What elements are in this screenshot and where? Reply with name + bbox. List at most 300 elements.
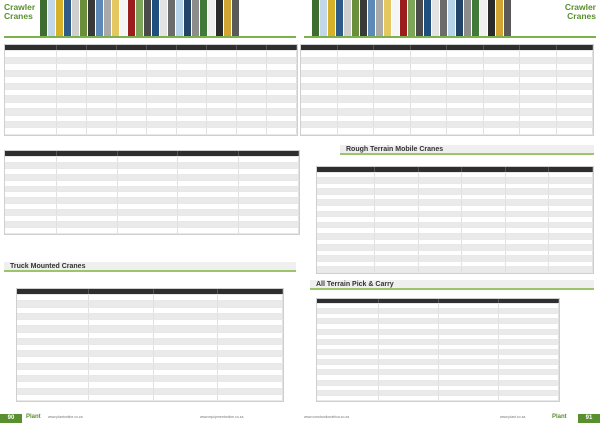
table-cell [520, 71, 557, 76]
index-tab[interactable] [56, 0, 63, 38]
table-cell [117, 96, 147, 101]
index-tab[interactable] [312, 0, 319, 38]
spec-table [316, 298, 560, 402]
table-cell [267, 64, 297, 69]
table-cell [374, 51, 411, 56]
table-cell [419, 245, 463, 250]
index-tab[interactable] [224, 0, 231, 38]
table-cell [267, 84, 297, 89]
title-line-2: Cranes [4, 11, 33, 21]
table-cell [17, 339, 89, 344]
table-cell [239, 222, 300, 227]
table-cell [557, 122, 594, 127]
table-cell [447, 45, 484, 50]
table-cell [447, 71, 484, 76]
table-cell [549, 240, 593, 245]
table-cell [301, 64, 338, 69]
index-tab[interactable] [352, 0, 359, 38]
table-cell [411, 116, 448, 121]
table-cell [218, 326, 283, 331]
table-cell [499, 360, 559, 364]
table-cell [178, 151, 239, 156]
table-cell [301, 116, 338, 121]
table-cell [118, 157, 179, 162]
table-cell [154, 382, 219, 387]
table-cell [411, 84, 448, 89]
table-cell [207, 64, 237, 69]
index-tab[interactable] [456, 0, 463, 38]
table-cell [439, 381, 499, 385]
table-cell [462, 240, 506, 245]
table-cell [379, 386, 439, 390]
table-cell [375, 245, 419, 250]
table-cell [520, 64, 557, 69]
index-tab[interactable] [144, 0, 151, 38]
table-cell [499, 309, 559, 313]
table-cell [89, 314, 154, 319]
table-cell [239, 151, 300, 156]
index-tab[interactable] [344, 0, 351, 38]
table-cell [317, 396, 379, 400]
table-cell [17, 320, 89, 325]
table-cell [239, 157, 300, 162]
table-cell [374, 84, 411, 89]
table-cell [317, 350, 379, 354]
table-cell [118, 216, 179, 221]
table-cell [301, 90, 338, 95]
table-cell [177, 84, 207, 89]
table-cell [239, 163, 300, 168]
table-cell [87, 51, 117, 56]
table-cell [419, 262, 463, 267]
table-cell [89, 382, 154, 387]
footer-url[interactable]: www.plant.co.za [500, 415, 526, 419]
table-cell [317, 314, 379, 318]
table-cell [89, 395, 154, 400]
index-tab[interactable] [192, 0, 199, 38]
table-cell [218, 308, 283, 313]
table-cell [87, 122, 117, 127]
table-cell [379, 304, 439, 308]
table-cell [520, 128, 557, 133]
table-cell [5, 163, 57, 168]
table-cell [207, 96, 237, 101]
table-cell [117, 90, 147, 95]
table-cell [549, 195, 593, 200]
table-cell [118, 204, 179, 209]
footer-url[interactable]: www.equipmentonline.co.za [200, 415, 244, 419]
table-cell [375, 167, 419, 172]
index-tab[interactable] [200, 0, 207, 38]
index-tab[interactable] [176, 0, 183, 38]
table-cell [549, 251, 593, 256]
index-tab[interactable] [496, 0, 503, 38]
table-cell [374, 71, 411, 76]
table-cell [178, 175, 239, 180]
table-cell [499, 330, 559, 334]
table-cell [317, 256, 375, 261]
brand-logo: Plant [26, 414, 41, 420]
index-tab[interactable] [104, 0, 111, 38]
color-index-tabs [312, 0, 512, 38]
table-cell [178, 204, 239, 209]
table-cell [317, 304, 379, 308]
footer-url[interactable]: www.constructionafrica.co.za [304, 415, 350, 419]
table-cell [462, 251, 506, 256]
table-cell [499, 335, 559, 339]
table-cell [439, 365, 499, 369]
table-cell [499, 355, 559, 359]
table-cell [484, 77, 521, 82]
index-tab[interactable] [152, 0, 159, 38]
table-cell [117, 122, 147, 127]
table-cell [411, 103, 448, 108]
index-tab[interactable] [72, 0, 79, 38]
table-cell [87, 90, 117, 95]
table-cell [5, 51, 57, 56]
table-cell [118, 222, 179, 227]
table-cell [87, 96, 117, 101]
table-cell [549, 217, 593, 222]
table-cell [317, 299, 379, 303]
table-cell [419, 167, 463, 172]
index-tab[interactable] [88, 0, 95, 38]
table-cell [301, 103, 338, 108]
index-tab[interactable] [336, 0, 343, 38]
index-tab[interactable] [432, 0, 439, 38]
table-cell [549, 189, 593, 194]
index-tab[interactable] [128, 0, 135, 38]
table-cell [207, 77, 237, 82]
table-cell [239, 198, 300, 203]
table-cell [57, 222, 118, 227]
table-cell [301, 51, 338, 56]
table-cell [301, 45, 338, 50]
table-row [5, 128, 297, 134]
section-title: All Terrain Pick & Carry [316, 281, 394, 288]
table-cell [147, 58, 177, 63]
table-cell [57, 169, 118, 174]
table-cell [237, 71, 267, 76]
table-cell [57, 181, 118, 186]
index-tab[interactable] [136, 0, 143, 38]
index-tab[interactable] [416, 0, 423, 38]
table-cell [57, 96, 87, 101]
table-cell [239, 192, 300, 197]
index-tab[interactable] [480, 0, 487, 38]
table-cell [447, 77, 484, 82]
table-cell [338, 64, 375, 69]
index-tab[interactable] [392, 0, 399, 38]
table-cell [237, 116, 267, 121]
table-cell [506, 251, 550, 256]
table-cell [267, 128, 297, 133]
index-tab[interactable] [320, 0, 327, 38]
table-cell [89, 326, 154, 331]
table-cell [147, 64, 177, 69]
table-cell [549, 178, 593, 183]
table-cell [57, 187, 118, 192]
table-cell [439, 375, 499, 379]
table-cell [379, 330, 439, 334]
table-cell [177, 103, 207, 108]
index-tab[interactable] [160, 0, 167, 38]
index-tab[interactable] [504, 0, 511, 38]
table-cell [499, 350, 559, 354]
index-tab[interactable] [384, 0, 391, 38]
table-cell [499, 314, 559, 318]
table-cell [5, 96, 57, 101]
section-banner [4, 262, 296, 272]
table-cell [506, 217, 550, 222]
page-number: 91 [578, 414, 600, 423]
table-cell [419, 217, 463, 222]
header-rule [4, 36, 296, 38]
index-tab[interactable] [120, 0, 127, 38]
table-cell [520, 116, 557, 121]
table-cell [147, 90, 177, 95]
table-cell [484, 58, 521, 63]
table-cell [506, 173, 550, 178]
table-row [301, 128, 593, 134]
table-cell [338, 128, 375, 133]
table-cell [419, 251, 463, 256]
table-cell [218, 395, 283, 400]
table-cell [207, 51, 237, 56]
table-cell [506, 228, 550, 233]
table-cell [557, 58, 594, 63]
table-cell [520, 96, 557, 101]
table-cell [178, 222, 239, 227]
index-tab[interactable] [448, 0, 455, 38]
table-cell [484, 84, 521, 89]
table-cell [87, 77, 117, 82]
right-page [300, 0, 600, 424]
table-cell [147, 84, 177, 89]
index-tab[interactable] [216, 0, 223, 38]
table-cell [57, 192, 118, 197]
table-cell [17, 395, 89, 400]
table-cell [375, 234, 419, 239]
table-cell [499, 324, 559, 328]
table-cell [557, 51, 594, 56]
table-cell [267, 90, 297, 95]
table-cell [117, 58, 147, 63]
table-cell [374, 77, 411, 82]
table-cell [411, 90, 448, 95]
table-cell [411, 58, 448, 63]
table-cell [419, 240, 463, 245]
index-tab[interactable] [328, 0, 335, 38]
table-cell [237, 64, 267, 69]
table-cell [117, 77, 147, 82]
index-tab[interactable] [400, 0, 407, 38]
table-cell [87, 84, 117, 89]
table-cell [375, 173, 419, 178]
index-tab[interactable] [80, 0, 87, 38]
index-tab[interactable] [112, 0, 119, 38]
table-cell [317, 381, 379, 385]
table-cell [520, 109, 557, 114]
table-cell [118, 210, 179, 215]
table-cell [207, 45, 237, 50]
table-cell [117, 84, 147, 89]
table-cell [207, 84, 237, 89]
index-tab[interactable] [464, 0, 471, 38]
table-cell [375, 217, 419, 222]
index-tab[interactable] [488, 0, 495, 38]
table-cell [177, 64, 207, 69]
table-cell [17, 357, 89, 362]
table-cell [447, 51, 484, 56]
title-line-1: Crawler [4, 2, 36, 12]
table-cell [17, 370, 89, 375]
index-tab[interactable] [424, 0, 431, 38]
table-row [17, 395, 283, 401]
table-cell [178, 228, 239, 233]
table-cell [178, 198, 239, 203]
table-cell [237, 128, 267, 133]
table-cell [484, 116, 521, 121]
table-cell [374, 128, 411, 133]
index-tab[interactable] [64, 0, 71, 38]
table-cell [154, 339, 219, 344]
table-cell [218, 289, 283, 294]
table-cell [375, 178, 419, 183]
table-cell [520, 84, 557, 89]
table-cell [317, 195, 375, 200]
table-cell [317, 178, 375, 183]
table-cell [520, 90, 557, 95]
table-cell [237, 58, 267, 63]
table-cell [506, 245, 550, 250]
table-cell [87, 71, 117, 76]
table-cell [462, 228, 506, 233]
index-tab[interactable] [184, 0, 191, 38]
table-cell [154, 345, 219, 350]
table-cell [317, 309, 379, 313]
table-cell [506, 234, 550, 239]
table-cell [117, 109, 147, 114]
table-cell [484, 109, 521, 114]
table-cell [218, 320, 283, 325]
table-cell [218, 345, 283, 350]
table-cell [338, 122, 375, 127]
table-cell [317, 340, 379, 344]
table-cell [218, 339, 283, 344]
table-cell [549, 173, 593, 178]
table-cell [154, 320, 219, 325]
table-cell [462, 167, 506, 172]
table-cell [267, 45, 297, 50]
table-cell [484, 122, 521, 127]
table-cell [17, 382, 89, 387]
table-cell [147, 109, 177, 114]
table-cell [17, 289, 89, 294]
table-cell [89, 320, 154, 325]
table-cell [439, 309, 499, 313]
table-cell [5, 58, 57, 63]
index-tab[interactable] [48, 0, 55, 38]
table-cell [147, 103, 177, 108]
table-cell [57, 90, 87, 95]
table-cell [57, 77, 87, 82]
table-cell [375, 228, 419, 233]
table-cell [89, 289, 154, 294]
index-tab[interactable] [472, 0, 479, 38]
table-cell [5, 228, 57, 233]
table-cell [17, 326, 89, 331]
table-cell [375, 240, 419, 245]
table-cell [57, 109, 87, 114]
spec-table [4, 150, 300, 235]
table-cell [439, 350, 499, 354]
index-tab[interactable] [40, 0, 47, 38]
table-cell [375, 184, 419, 189]
table-cell [447, 90, 484, 95]
table-cell [462, 245, 506, 250]
table-cell [89, 308, 154, 313]
index-tab[interactable] [440, 0, 447, 38]
table-cell [375, 212, 419, 217]
table-cell [379, 391, 439, 395]
table-cell [301, 58, 338, 63]
table-cell [239, 216, 300, 221]
index-tab[interactable] [232, 0, 239, 38]
table-cell [549, 200, 593, 205]
title-line-1: Crawler [564, 2, 596, 12]
table-cell [439, 345, 499, 349]
table-cell [117, 116, 147, 121]
table-cell [301, 109, 338, 114]
index-tab[interactable] [368, 0, 375, 38]
table-cell [374, 109, 411, 114]
index-tab[interactable] [360, 0, 367, 38]
table-cell [89, 301, 154, 306]
table-cell [17, 376, 89, 381]
table-cell [506, 262, 550, 267]
table-cell [520, 58, 557, 63]
index-tab[interactable] [376, 0, 383, 38]
table-cell [267, 109, 297, 114]
table-cell [177, 45, 207, 50]
index-tab[interactable] [96, 0, 103, 38]
table-cell [520, 103, 557, 108]
index-tab[interactable] [168, 0, 175, 38]
index-tab[interactable] [408, 0, 415, 38]
table-cell [549, 167, 593, 172]
table-cell [439, 360, 499, 364]
page-title [4, 3, 35, 21]
table-cell [5, 71, 57, 76]
table-cell [549, 184, 593, 189]
table-cell [419, 206, 463, 211]
table-cell [462, 195, 506, 200]
table-cell [317, 167, 375, 172]
table-cell [177, 122, 207, 127]
table-cell [239, 187, 300, 192]
table-cell [218, 301, 283, 306]
table-cell [207, 103, 237, 108]
table-cell [218, 370, 283, 375]
table-cell [499, 375, 559, 379]
table-cell [5, 187, 57, 192]
table-cell [17, 345, 89, 350]
footer-url[interactable]: www.plantonline.co.za [48, 415, 83, 419]
table-cell [207, 109, 237, 114]
table-cell [5, 64, 57, 69]
index-tab[interactable] [208, 0, 215, 38]
